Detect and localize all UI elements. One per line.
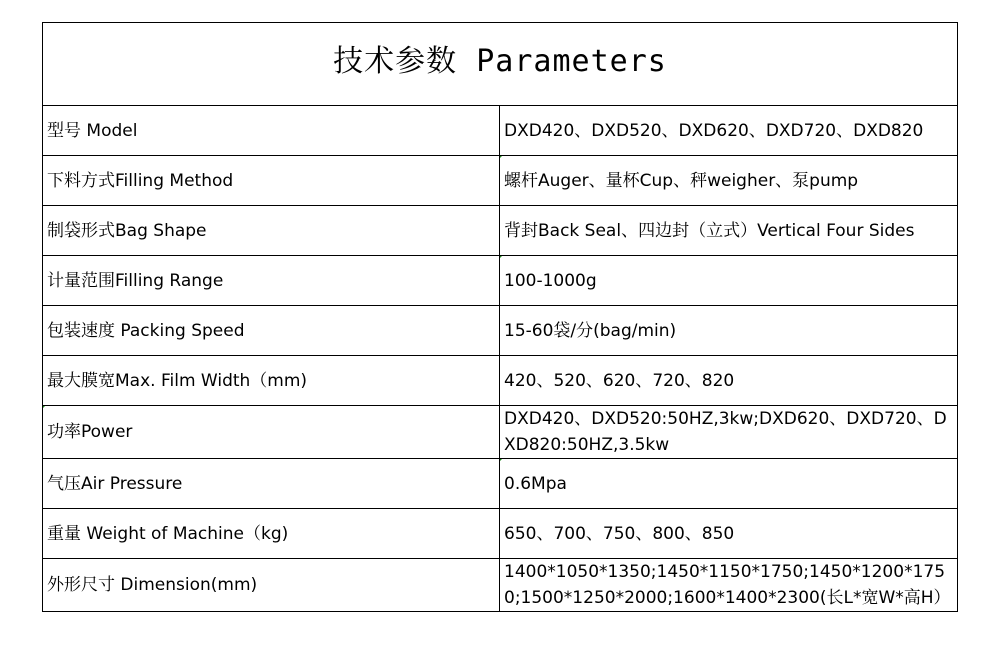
param-value: DXD420、DXD520、DXD620、DXD720、DXD820 xyxy=(500,106,958,156)
table-row-weight xyxy=(43,509,958,559)
param-value: 1400*1050*1350;1450*1150*1750;1450*1200*1750;1500*1250*2000;1600*1400*2300(长L*宽W*高H） xyxy=(500,559,958,612)
param-value: 100-1000g xyxy=(500,256,958,306)
param-value: 螺杆Auger、量杯Cup、秤weigher、泵pump xyxy=(500,156,958,206)
table-title: 技术参数 Parameters xyxy=(333,44,667,79)
param-label: 制袋形式Bag Shape xyxy=(43,206,500,256)
table-title-cell xyxy=(43,23,958,106)
param-value: 背封Back Seal、四边封（立式）Vertical Four Sides xyxy=(500,206,958,256)
param-value: DXD420、DXD520:50HZ,3kw;DXD620、DXD720、DXD820:50HZ,3.5kw xyxy=(500,406,958,459)
param-label: 功率Power xyxy=(43,406,500,459)
param-label: 气压Air Pressure xyxy=(43,459,500,509)
table-row-filling-method xyxy=(43,156,958,206)
param-label: 外形尺寸 Dimension(mm) xyxy=(43,559,500,612)
param-label: 包装速度 Packing Speed xyxy=(43,306,500,356)
param-label: 计量范围Filling Range xyxy=(43,256,500,306)
parameters-table xyxy=(42,22,958,612)
param-label: 型号 Model xyxy=(43,106,500,156)
param-label: 重量 Weight of Machine（kg) xyxy=(43,509,500,559)
table-row-air-pressure xyxy=(43,459,958,509)
param-value: 15-60袋/分(bag/min) xyxy=(500,306,958,356)
title-row xyxy=(43,23,958,106)
table-row-filling-range xyxy=(43,256,958,306)
table-row-model xyxy=(43,106,958,156)
param-label: 最大膜宽Max. Film Width（mm) xyxy=(43,356,500,406)
table-row-dimension xyxy=(43,559,958,612)
table-row-film-width xyxy=(43,356,958,406)
param-value: 420、520、620、720、820 xyxy=(500,356,958,406)
param-value: 650、700、750、800、850 xyxy=(500,509,958,559)
table-row-power xyxy=(43,406,958,459)
table-row-bag-shape xyxy=(43,206,958,256)
table-row-packing-speed xyxy=(43,306,958,356)
param-value: 0.6Mpa xyxy=(500,459,958,509)
param-label: 下料方式Filling Method xyxy=(43,156,500,206)
